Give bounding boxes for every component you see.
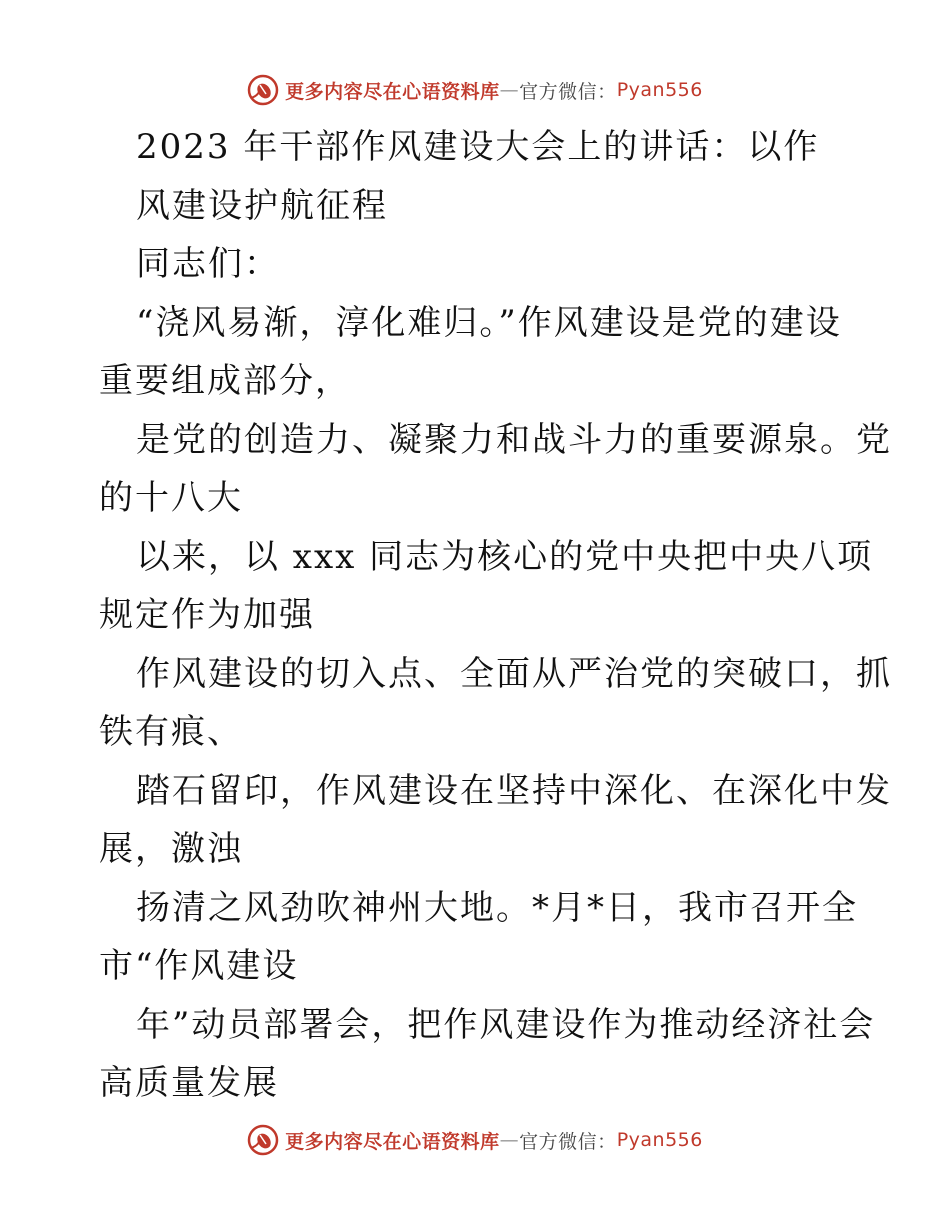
text-line: 展，激浊 <box>99 829 243 869</box>
banner-separator: — <box>499 1129 520 1151</box>
text-line: 年”动员部署会，把作风建设作为推动经济社会 <box>136 1004 876 1045</box>
text-line: “浇风易渐，淳化难归。”作风建设是党的建设 <box>136 302 842 343</box>
mouse-logo-icon <box>247 1124 279 1156</box>
text-line: 规定作为加强 <box>99 595 315 635</box>
text-line: 扬清之风劲吹神州大地。*月*日，我市召开全 <box>136 887 858 928</box>
banner-main-text: 更多内容尽在心语资料库 <box>285 80 500 103</box>
text-line: 是党的创造力、凝聚力和战斗力的重要源泉。党 <box>136 419 892 460</box>
banner-wechat-id: Pyan556 <box>616 1129 703 1151</box>
document-title-line-2: 风建设护航征程 <box>136 185 388 226</box>
banner-wechat-id: Pyan556 <box>616 79 703 101</box>
text-line: 重要组成部分， <box>99 361 351 401</box>
banner-separator: — <box>499 79 520 101</box>
document-title-line-1: 2023 年干部作风建设大会上的讲话：以作 <box>136 127 820 167</box>
text-line: 高质量发展 <box>99 1063 279 1103</box>
text-line: 的十八大 <box>99 478 243 518</box>
banner-wechat-label: 官方微信： <box>519 80 617 103</box>
text-line: 踏石留印，作风建设在坚持中深化、在深化中发 <box>136 770 892 811</box>
text-line: 以来，以 xxx 同志为核心的党中央把中央八项 <box>136 536 874 577</box>
text-line: 铁有痕、 <box>99 712 243 752</box>
header-banner <box>0 70 950 110</box>
mouse-logo-icon <box>247 74 279 106</box>
banner-wechat-label: 官方微信： <box>519 1130 617 1153</box>
text-line: 作风建设的切入点、全面从严治党的突破口，抓 <box>136 653 892 694</box>
document-body <box>99 118 892 1113</box>
footer-banner <box>0 1120 950 1160</box>
text-line: 市“作风建设 <box>99 946 299 986</box>
banner-main-text: 更多内容尽在心语资料库 <box>285 1130 500 1153</box>
document-paragraph <box>99 294 892 1113</box>
document-greeting: 同志们： <box>136 244 280 284</box>
